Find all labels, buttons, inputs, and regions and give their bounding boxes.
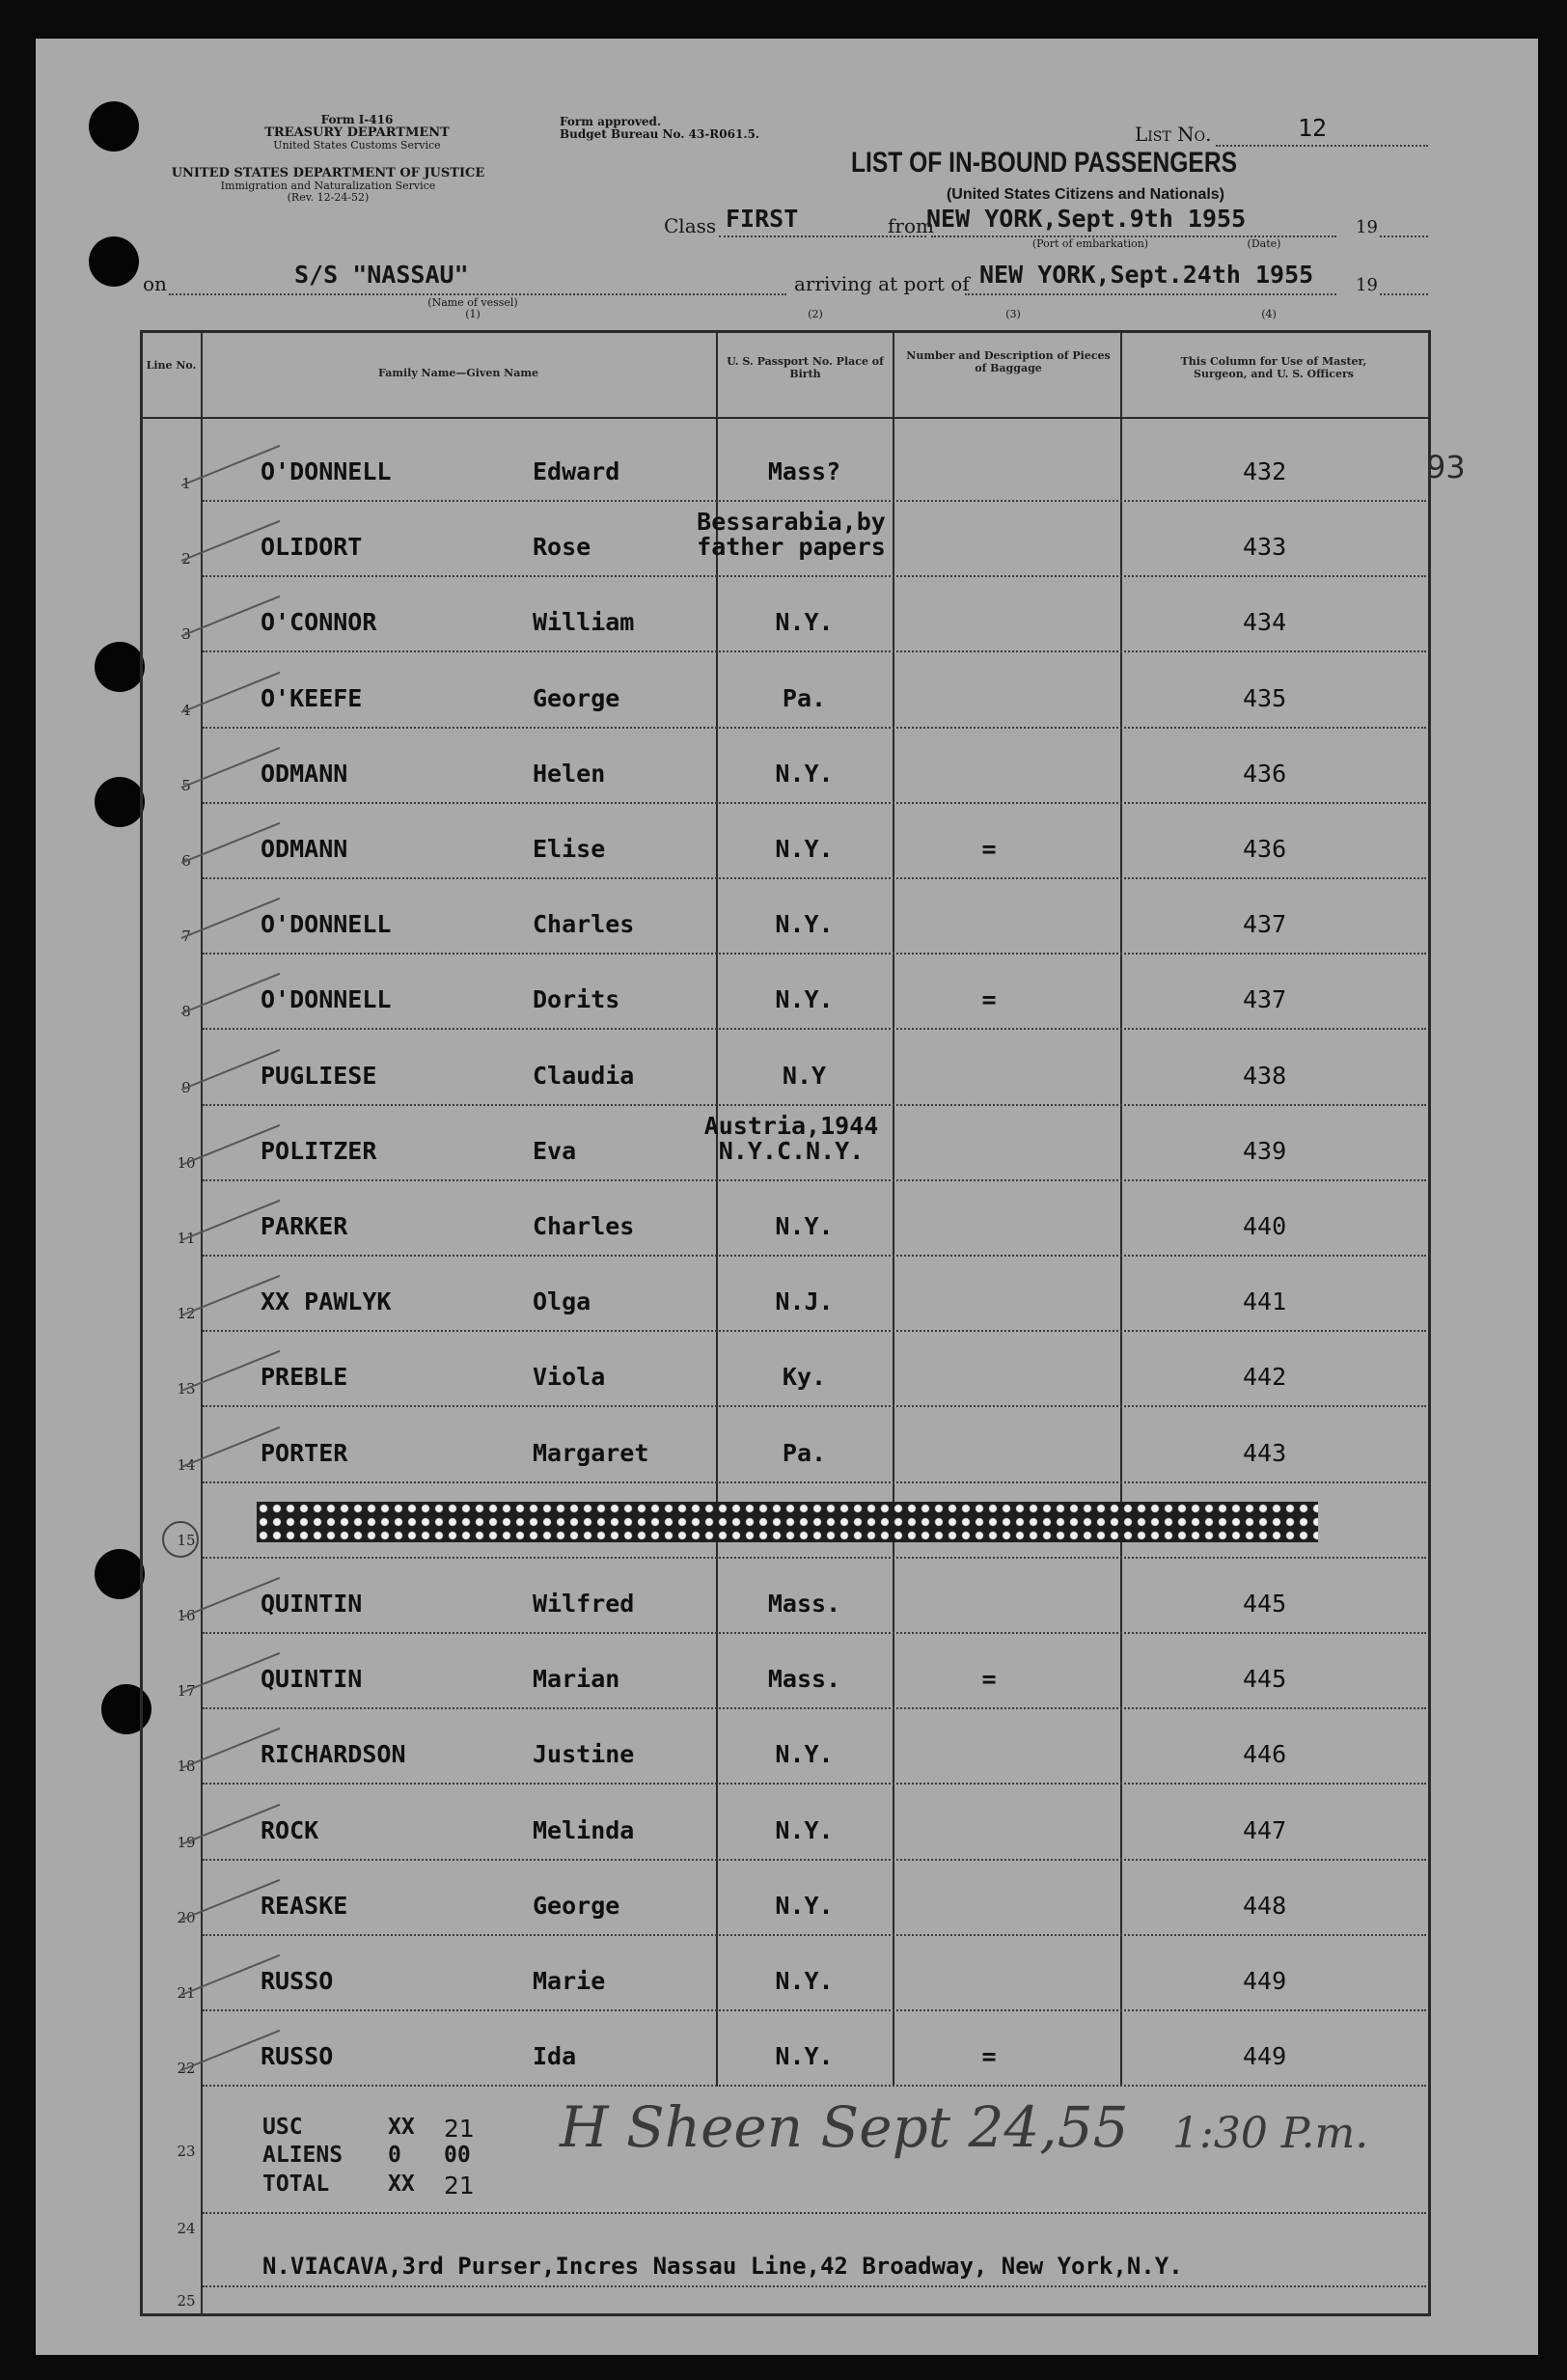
total-label: TOTAL bbox=[262, 2172, 330, 2197]
justice-department: UNITED STATES DEPARTMENT OF JUSTICE bbox=[171, 166, 485, 180]
family-name: QUINTIN bbox=[261, 1665, 363, 1694]
officer-number: 446 bbox=[1243, 1740, 1287, 1769]
vessel-caption: (Name of vessel) bbox=[427, 296, 518, 309]
row-rule bbox=[203, 2009, 1426, 2011]
family-name: ODMANN bbox=[261, 759, 348, 788]
line-number: 16 bbox=[177, 1607, 196, 1624]
year-label: 19 bbox=[1356, 217, 1378, 237]
vessel-name: S/S "NASSAU" bbox=[294, 261, 469, 289]
given-name: Edward bbox=[533, 457, 620, 485]
customs-service: United States Customs Service bbox=[273, 139, 441, 152]
line-number: 4 bbox=[181, 701, 191, 719]
arriving-value: NEW YORK,Sept.24th 1955 bbox=[979, 261, 1314, 289]
place-of-birth: Austria,1944 bbox=[703, 1111, 879, 1140]
family-name: REASKE bbox=[261, 1891, 348, 1920]
purser-footer: N.VIACAVA,3rd Purser,Incres Nassau Line,42 Broadway, New York,N.Y. bbox=[262, 2253, 1183, 2280]
budget-bureau: Budget Bureau No. 43-R061.5. bbox=[560, 127, 760, 141]
line-number: 21 bbox=[177, 1984, 196, 2002]
list-no-label: List No. bbox=[1135, 123, 1212, 146]
table-right-border bbox=[1428, 330, 1431, 2313]
officer-number: 436 bbox=[1243, 759, 1287, 788]
given-name: Olga bbox=[533, 1287, 591, 1316]
family-name: QUINTIN bbox=[261, 1590, 363, 1618]
row-rule bbox=[203, 1405, 1426, 1407]
officer-number: 445 bbox=[1243, 1665, 1287, 1694]
line-number: 23 bbox=[177, 2143, 196, 2160]
line-number: 18 bbox=[177, 1757, 196, 1776]
officer-number: 448 bbox=[1243, 1891, 1287, 1920]
family-name: PREBLE bbox=[261, 1363, 348, 1392]
line-number: 12 bbox=[177, 1305, 196, 1323]
line-number: 14 bbox=[177, 1455, 196, 1474]
line-number: 1 bbox=[181, 475, 191, 492]
line-number: 24 bbox=[177, 2220, 196, 2237]
punch-hole bbox=[89, 101, 139, 152]
baggage-mark: = bbox=[981, 985, 997, 1014]
family-name: OLIDORT bbox=[261, 533, 363, 562]
family-name: ODMANN bbox=[261, 835, 348, 863]
line-number: 19 bbox=[177, 1833, 196, 1851]
col-head-passport: U. S. Passport No. Place of Birth bbox=[727, 355, 884, 380]
row-rule bbox=[203, 1330, 1426, 1332]
officer-number: 439 bbox=[1243, 1136, 1287, 1165]
col-divider-passport bbox=[893, 330, 894, 2087]
given-name: Melinda bbox=[533, 1815, 635, 1844]
place-of-birth-line-2: father papers bbox=[697, 533, 886, 562]
document-page bbox=[36, 39, 1538, 2355]
family-name: RUSSO bbox=[261, 2042, 334, 2071]
family-name: PORTER bbox=[261, 1438, 348, 1467]
place-of-birth: N.Y. bbox=[775, 910, 834, 939]
row-rule bbox=[203, 1934, 1426, 1936]
on-label: on bbox=[143, 272, 167, 295]
officer-number: 440 bbox=[1243, 1212, 1287, 1240]
table-head-rule bbox=[140, 417, 1431, 419]
row-rule bbox=[203, 1179, 1426, 1181]
line-number: 8 bbox=[181, 1003, 191, 1021]
col-head-line-no: Line No. bbox=[146, 359, 197, 372]
place-of-birth: N.Y bbox=[782, 1061, 827, 1090]
officer-number: 441 bbox=[1243, 1287, 1287, 1316]
family-name: ROCK bbox=[261, 1815, 319, 1844]
punch-hole bbox=[95, 777, 145, 827]
line-number: 3 bbox=[181, 625, 191, 644]
line-number: 20 bbox=[177, 1908, 196, 1926]
table-left-border bbox=[140, 330, 143, 2313]
year-line bbox=[1380, 235, 1428, 237]
baggage-mark: = bbox=[981, 2042, 997, 2071]
place-of-birth: N.Y. bbox=[775, 2042, 834, 2071]
line-number: 25 bbox=[177, 2292, 196, 2310]
officer-number: 449 bbox=[1243, 2042, 1287, 2071]
given-name: Claudia bbox=[533, 1061, 635, 1090]
officer-number: 437 bbox=[1243, 985, 1287, 1014]
col-head-name: Family Name—Given Name bbox=[378, 367, 538, 379]
struck-out-entry bbox=[257, 1502, 1318, 1542]
year-line-2 bbox=[1380, 293, 1428, 295]
officer-number: 449 bbox=[1243, 1967, 1287, 1995]
officer-number: 436 bbox=[1243, 835, 1287, 863]
given-name: Charles bbox=[533, 910, 635, 939]
place-of-birth: N.Y. bbox=[775, 1815, 834, 1844]
line-number: 6 bbox=[181, 852, 191, 870]
officer-number: 432 bbox=[1243, 457, 1287, 485]
given-name: Charles bbox=[533, 1212, 635, 1240]
row-rule bbox=[203, 1632, 1426, 1634]
family-name: O'CONNOR bbox=[261, 608, 377, 637]
given-name: Eva bbox=[533, 1136, 577, 1165]
line-number: 9 bbox=[181, 1078, 191, 1096]
ins-service: Immigration and Naturalization Service bbox=[220, 180, 436, 192]
family-name: O'KEEFE bbox=[261, 683, 363, 712]
aliens-value: 0 bbox=[388, 2143, 401, 2168]
margin-note: 93 bbox=[1426, 449, 1466, 485]
col-3-caption: (3) bbox=[1005, 308, 1021, 320]
col-head-baggage: Number and Description of Pieces of Baggage bbox=[906, 349, 1111, 374]
baggage-mark: = bbox=[981, 1665, 997, 1694]
place-of-birth: N.Y. bbox=[775, 1740, 834, 1769]
officer-signature: H Sheen Sept 24,55 bbox=[560, 2094, 1129, 2160]
row-rule bbox=[203, 1557, 1426, 1559]
treasury-department: TREASURY DEPARTMENT bbox=[264, 125, 450, 140]
officer-number: 445 bbox=[1243, 1590, 1287, 1618]
row-rule bbox=[203, 953, 1426, 955]
table-top-rule bbox=[140, 330, 1431, 333]
line-number: 17 bbox=[177, 1682, 196, 1701]
line-number: 15 bbox=[177, 1531, 196, 1549]
date-caption: (Date) bbox=[1247, 237, 1281, 250]
line-number: 11 bbox=[177, 1230, 196, 1247]
list-title: LIST OF IN-BOUND PASSENGERS bbox=[851, 147, 1238, 179]
place-of-birth: Pa. bbox=[782, 683, 827, 712]
family-name: O'DONNELL bbox=[261, 985, 392, 1014]
row-rule bbox=[203, 1104, 1426, 1106]
year-label-2: 19 bbox=[1356, 275, 1378, 295]
family-name: XX PAWLYK bbox=[261, 1287, 392, 1316]
form-approved: Form approved. bbox=[560, 115, 662, 128]
table-bottom-rule bbox=[140, 2313, 1431, 2316]
revision-date: (Rev. 12-24-52) bbox=[287, 191, 370, 204]
arriving-label: arriving at port of bbox=[794, 272, 970, 295]
line-number: 22 bbox=[177, 2060, 196, 2078]
arriving-line bbox=[965, 293, 1336, 295]
family-name: O'DONNELL bbox=[261, 457, 392, 485]
given-name: William bbox=[533, 608, 635, 637]
row-rule bbox=[203, 1707, 1426, 1709]
col-divider-baggage bbox=[1120, 330, 1122, 2087]
place-of-birth: N.Y. bbox=[775, 985, 834, 1014]
usc-label: USC bbox=[262, 2115, 303, 2140]
given-name: Justine bbox=[533, 1740, 635, 1769]
row-rule bbox=[203, 2285, 1426, 2287]
given-name: Marie bbox=[533, 1967, 606, 1995]
line-number: 13 bbox=[177, 1380, 196, 1398]
line-number: 2 bbox=[181, 550, 191, 568]
family-name: PARKER bbox=[261, 1212, 348, 1240]
place-of-birth: N.Y. bbox=[775, 1891, 834, 1920]
family-name: RICHARDSON bbox=[261, 1740, 406, 1769]
punch-hole bbox=[95, 642, 145, 692]
place-of-birth: Bessarabia,by bbox=[697, 508, 886, 537]
col-2-caption: (2) bbox=[808, 308, 823, 320]
from-label: from bbox=[888, 214, 934, 237]
row-rule bbox=[203, 2212, 1426, 2214]
family-name: PUGLIESE bbox=[261, 1061, 377, 1090]
place-of-birth: N.Y. bbox=[775, 835, 834, 863]
port-embark-caption: (Port of embarkation) bbox=[1031, 237, 1149, 250]
family-name: POLITZER bbox=[261, 1136, 377, 1165]
officer-number: 447 bbox=[1243, 1815, 1287, 1844]
vessel-line bbox=[169, 293, 786, 295]
given-name: Rose bbox=[533, 533, 591, 562]
row-rule bbox=[203, 500, 1426, 502]
place-of-birth: N.Y. bbox=[775, 759, 834, 788]
officer-number: 438 bbox=[1243, 1061, 1287, 1090]
place-of-birth-line-2: N.Y.C.N.Y. bbox=[718, 1136, 865, 1165]
officer-number: 433 bbox=[1243, 533, 1287, 562]
row-rule bbox=[203, 2085, 1426, 2087]
aliens-label: ALIENS bbox=[262, 2143, 344, 2168]
place-of-birth: Mass. bbox=[767, 1590, 841, 1618]
line-number: 7 bbox=[181, 927, 191, 946]
officer-number: 437 bbox=[1243, 910, 1287, 939]
col-4-caption: (4) bbox=[1261, 308, 1277, 320]
usc-value: 21 bbox=[444, 2115, 475, 2143]
given-name: Helen bbox=[533, 759, 606, 788]
list-subtitle: (United States Citizens and Nationals) bbox=[946, 186, 1225, 203]
row-rule bbox=[203, 877, 1426, 879]
punch-hole bbox=[95, 1549, 145, 1599]
punch-hole bbox=[89, 236, 139, 287]
given-name: Wilfred bbox=[533, 1590, 635, 1618]
officer-number: 435 bbox=[1243, 683, 1287, 712]
list-no-line bbox=[1216, 145, 1428, 147]
given-name: Elise bbox=[533, 835, 606, 863]
class-value: FIRST bbox=[726, 205, 799, 233]
col-head-officers: This Column for Use of Master, Surgeon, and U. S. Officers bbox=[1180, 355, 1367, 380]
punch-hole bbox=[101, 1684, 151, 1734]
usc-struck: XX bbox=[388, 2115, 415, 2140]
list-no-value: 12 bbox=[1298, 114, 1328, 142]
officer-number: 443 bbox=[1243, 1438, 1287, 1467]
row-rule bbox=[203, 1859, 1426, 1861]
signature-time: 1:30 P.m. bbox=[1172, 2109, 1369, 2158]
officer-number: 442 bbox=[1243, 1363, 1287, 1392]
given-name: Viola bbox=[533, 1363, 606, 1392]
total-struck: XX bbox=[388, 2172, 415, 2197]
place-of-birth: Mass? bbox=[767, 457, 841, 485]
class-label: Class bbox=[664, 214, 717, 237]
col-1-caption: (1) bbox=[465, 308, 481, 320]
row-rule bbox=[203, 1028, 1426, 1030]
aliens-struck: 00 bbox=[444, 2143, 471, 2168]
row-rule bbox=[203, 1255, 1426, 1257]
form-number: Form I-416 bbox=[320, 113, 394, 126]
row-rule bbox=[203, 575, 1426, 577]
row-rule bbox=[203, 727, 1426, 729]
given-name: George bbox=[533, 683, 620, 712]
place-of-birth: Mass. bbox=[767, 1665, 841, 1694]
place-of-birth: Ky. bbox=[782, 1363, 827, 1392]
row-rule bbox=[203, 650, 1426, 652]
place-of-birth: N.Y. bbox=[775, 1967, 834, 1995]
family-name: O'DONNELL bbox=[261, 910, 392, 939]
given-name: George bbox=[533, 1891, 620, 1920]
row-rule bbox=[203, 1481, 1426, 1483]
row-rule bbox=[203, 1783, 1426, 1785]
line-15-circle bbox=[162, 1521, 199, 1558]
family-name: RUSSO bbox=[261, 1967, 334, 1995]
place-of-birth: N.Y. bbox=[775, 608, 834, 637]
officer-number: 434 bbox=[1243, 608, 1287, 637]
baggage-mark: = bbox=[981, 835, 997, 863]
place-of-birth: N.Y. bbox=[775, 1212, 834, 1240]
row-rule bbox=[203, 802, 1426, 804]
given-name: Ida bbox=[533, 2042, 577, 2071]
given-name: Margaret bbox=[533, 1438, 649, 1467]
given-name: Dorits bbox=[533, 985, 620, 1014]
total-value: 21 bbox=[444, 2172, 475, 2200]
line-number: 10 bbox=[177, 1153, 196, 1172]
place-of-birth: N.J. bbox=[775, 1287, 834, 1316]
place-of-birth: Pa. bbox=[782, 1438, 827, 1467]
given-name: Marian bbox=[533, 1665, 620, 1694]
line-number: 5 bbox=[181, 776, 191, 794]
from-value: NEW YORK,Sept.9th 1955 bbox=[926, 205, 1247, 233]
